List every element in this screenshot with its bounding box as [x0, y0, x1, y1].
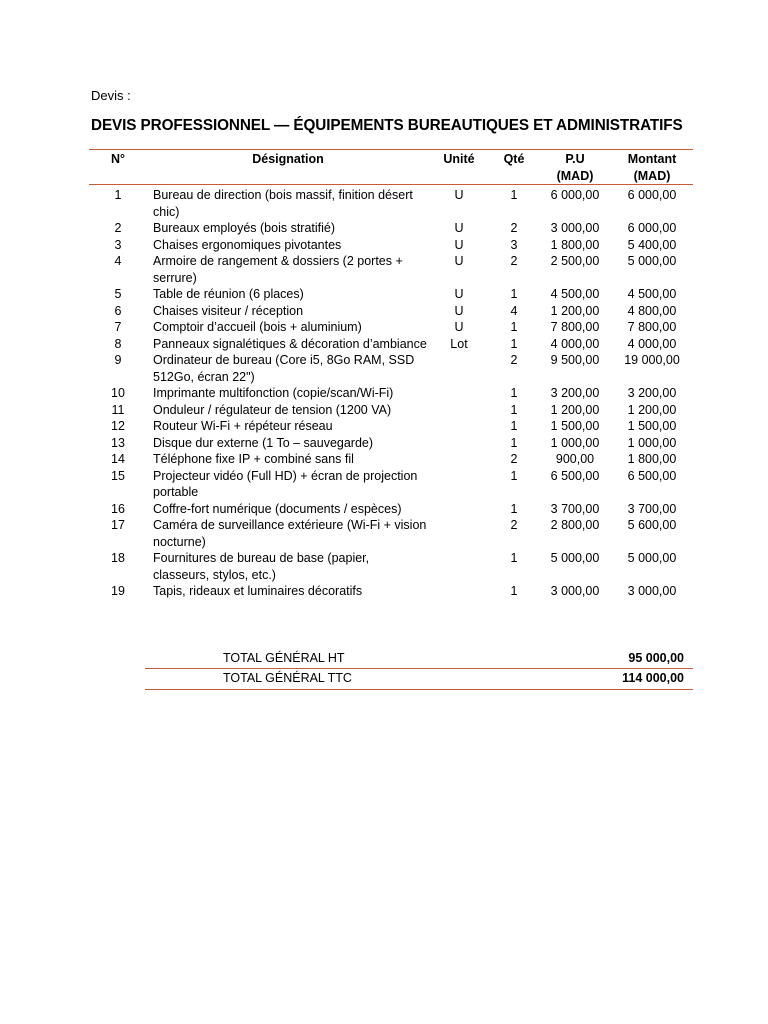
row-amount: 5 400,00 — [627, 237, 677, 252]
table-row — [89, 517, 693, 550]
row-num: 15 — [111, 468, 125, 483]
row-designation: Chaises visiteur / réception — [153, 303, 304, 318]
total-ttc-row — [145, 669, 693, 690]
row-qty: 1 — [510, 551, 518, 565]
row-qty: 1 — [510, 188, 518, 202]
row-num: 6 — [114, 303, 122, 318]
total-ht-spacer — [145, 649, 223, 669]
table-row — [89, 418, 693, 435]
row-num: 11 — [111, 402, 125, 417]
devis-label: Devis : — [91, 88, 131, 103]
row-num: 14 — [111, 452, 125, 466]
row-designation: Ordinateur de bureau (Core i5, 8Go RAM, SSD 512Go, écran 22") — [153, 353, 415, 384]
row-unit-price: 3 000,00 — [550, 221, 600, 235]
row-unit — [429, 385, 489, 402]
row-qty: 1 — [510, 435, 518, 450]
header-unit-price-line1: P.U — [565, 152, 585, 166]
table-row — [89, 352, 693, 385]
row-qty: 1 — [510, 501, 518, 516]
table-row — [89, 303, 693, 320]
row-unit-price: 7 800,00 — [550, 320, 600, 334]
row-unit: U — [454, 320, 464, 334]
row-qty: 1 — [510, 584, 518, 598]
row-unit: U — [454, 254, 464, 268]
row-unit — [429, 435, 489, 452]
table-header-row — [89, 150, 693, 185]
row-designation: Onduleur / régulateur de tension (1200 VA) — [153, 402, 392, 417]
row-amount: 19 000,00 — [624, 353, 680, 367]
row-amount: 3 000,00 — [627, 584, 677, 598]
header-amount — [611, 150, 693, 185]
row-unit: Lot — [450, 336, 468, 351]
row-designation: Coffre-fort numérique (documents / espèces) — [153, 501, 402, 516]
total-ht-label: TOTAL GÉNÉRAL HT — [223, 651, 345, 665]
row-unit — [429, 517, 489, 550]
header-amount-line1: Montant — [627, 152, 677, 166]
total-ht-value: 95 000,00 — [628, 651, 684, 665]
row-qty: 1 — [510, 287, 518, 301]
row-unit-price: 1 200,00 — [550, 303, 600, 318]
row-designation: Chaises ergonomiques pivotantes — [153, 237, 342, 252]
quote-table — [89, 149, 693, 600]
header-amount-line2: (MAD) — [633, 168, 671, 183]
table-row — [89, 501, 693, 518]
row-unit-price: 4 500,00 — [550, 287, 600, 301]
row-num: 7 — [114, 320, 122, 334]
row-designation: Routeur Wi-Fi + répéteur réseau — [153, 419, 333, 433]
row-num: 2 — [114, 221, 122, 235]
row-amount: 1 000,00 — [627, 435, 677, 450]
row-unit: U — [454, 303, 464, 318]
row-qty: 3 — [510, 237, 518, 252]
row-unit-price: 900,00 — [555, 452, 595, 466]
row-unit — [429, 418, 489, 435]
table-row — [89, 253, 693, 286]
table-row — [89, 237, 693, 254]
row-qty: 1 — [510, 386, 518, 400]
row-qty: 1 — [510, 402, 518, 417]
row-designation: Tapis, rideaux et luminaires décoratifs — [153, 584, 363, 598]
row-unit — [429, 501, 489, 518]
row-unit: U — [454, 287, 464, 301]
row-designation: Téléphone fixe IP + combiné sans fil — [153, 452, 354, 466]
row-qty: 2 — [510, 221, 518, 235]
row-qty: 2 — [510, 452, 518, 466]
quote-table-body — [89, 185, 693, 600]
row-amount: 5 000,00 — [627, 551, 677, 565]
row-designation: Caméra de surveillance extérieure (Wi-Fi + vision nocturne) — [153, 518, 427, 549]
header-unit-price-line2: (MAD) — [556, 168, 594, 183]
header-num: N° — [89, 150, 147, 185]
row-designation: Bureau de direction (bois massif, finition désert chic) — [153, 188, 413, 219]
row-designation: Bureaux employés (bois stratifié) — [153, 221, 336, 235]
row-unit-price: 3 000,00 — [550, 584, 600, 598]
row-num: 16 — [111, 501, 125, 516]
row-unit-price: 1 500,00 — [550, 419, 600, 433]
row-amount: 5 000,00 — [627, 254, 677, 268]
table-row — [89, 451, 693, 468]
total-ttc-label: TOTAL GÉNÉRAL TTC — [223, 669, 523, 690]
table-row — [89, 319, 693, 336]
row-unit-price: 1 200,00 — [550, 402, 600, 417]
row-unit-price: 6 500,00 — [550, 468, 600, 483]
total-ttc-value: 114 000,00 — [523, 669, 693, 690]
row-num: 19 — [111, 584, 125, 598]
row-amount: 5 600,00 — [627, 518, 677, 532]
row-num: 12 — [111, 419, 125, 433]
row-num: 3 — [114, 237, 122, 252]
row-num: 10 — [111, 386, 125, 400]
totals-table — [145, 649, 693, 690]
row-qty: 4 — [510, 303, 518, 318]
row-unit: U — [454, 237, 464, 252]
row-unit — [429, 583, 489, 600]
row-amount: 6 500,00 — [627, 468, 677, 483]
row-qty: 2 — [510, 518, 518, 532]
table-row — [89, 185, 693, 221]
row-designation: Comptoir d’accueil (bois + aluminium) — [153, 320, 362, 334]
table-row — [89, 402, 693, 419]
row-unit-price: 3 200,00 — [550, 386, 600, 400]
row-unit-price: 1 000,00 — [550, 435, 600, 450]
row-qty: 1 — [510, 419, 518, 433]
row-qty: 2 — [510, 254, 518, 268]
row-num: 9 — [114, 353, 122, 367]
row-num: 1 — [114, 188, 122, 202]
row-designation: Panneaux signalétiques & décoration d’ambiance — [153, 336, 427, 351]
row-unit-price: 6 000,00 — [550, 188, 600, 202]
row-unit-price: 2 800,00 — [550, 518, 600, 532]
row-designation: Disque dur externe (1 To – sauvegarde) — [153, 435, 374, 450]
table-row — [89, 385, 693, 402]
row-amount: 4 500,00 — [627, 287, 677, 301]
row-amount: 6 000,00 — [627, 221, 677, 235]
total-ttc-spacer — [145, 669, 223, 690]
row-amount: 7 800,00 — [627, 320, 677, 334]
table-row — [89, 550, 693, 583]
row-qty: 2 — [510, 353, 518, 367]
row-qty: 1 — [510, 336, 518, 351]
row-unit — [429, 468, 489, 501]
row-amount: 1 500,00 — [627, 419, 677, 433]
total-ht-row — [145, 649, 693, 669]
table-row — [89, 286, 693, 303]
row-unit — [429, 352, 489, 385]
table-row — [89, 583, 693, 600]
row-amount: 6 000,00 — [627, 188, 677, 202]
row-unit — [429, 550, 489, 583]
row-designation: Fournitures de bureau de base (papier, classeurs, stylos, etc.) — [153, 551, 370, 582]
row-designation: Imprimante multifonction (copie/scan/Wi-Fi) — [153, 386, 394, 400]
row-designation: Projecteur vidéo (Full HD) + écran de projection portable — [153, 468, 418, 499]
row-unit-price: 9 500,00 — [550, 353, 600, 367]
row-designation: Armoire de rangement & dossiers (2 portes + serrure) — [153, 254, 403, 285]
row-num: 13 — [111, 435, 125, 450]
row-unit: U — [454, 188, 464, 202]
row-amount: 3 700,00 — [627, 501, 677, 516]
row-unit-price: 3 700,00 — [550, 501, 600, 516]
table-row — [89, 336, 693, 353]
row-qty: 1 — [510, 320, 518, 334]
row-num: 8 — [114, 336, 122, 351]
row-amount: 4 000,00 — [627, 336, 677, 351]
row-num: 17 — [111, 518, 125, 532]
row-unit — [429, 402, 489, 419]
table-row — [89, 435, 693, 452]
row-num: 5 — [114, 287, 122, 301]
header-qty: Qté — [489, 150, 539, 185]
row-num: 4 — [114, 254, 122, 268]
header-unit-price — [539, 150, 611, 185]
row-amount: 3 200,00 — [627, 386, 677, 400]
table-row — [89, 220, 693, 237]
row-amount: 1 800,00 — [627, 452, 677, 466]
header-unit: Unité — [429, 150, 489, 185]
header-designation: Désignation — [147, 150, 429, 185]
row-unit — [429, 451, 489, 468]
row-unit: U — [454, 221, 464, 235]
row-amount: 1 200,00 — [627, 402, 677, 417]
row-unit-price: 4 000,00 — [550, 336, 600, 351]
row-num: 18 — [111, 551, 125, 565]
row-unit-price: 2 500,00 — [550, 254, 600, 268]
row-unit-price: 5 000,00 — [550, 551, 600, 565]
table-row — [89, 468, 693, 501]
row-qty: 1 — [510, 468, 518, 483]
row-amount: 4 800,00 — [627, 303, 677, 318]
row-unit-price: 1 800,00 — [550, 237, 600, 252]
row-designation: Table de réunion (6 places) — [153, 287, 304, 301]
document-title: DEVIS PROFESSIONNEL — ÉQUIPEMENTS BUREAUTIQUES ET ADMINISTRATIFS — [91, 117, 683, 134]
